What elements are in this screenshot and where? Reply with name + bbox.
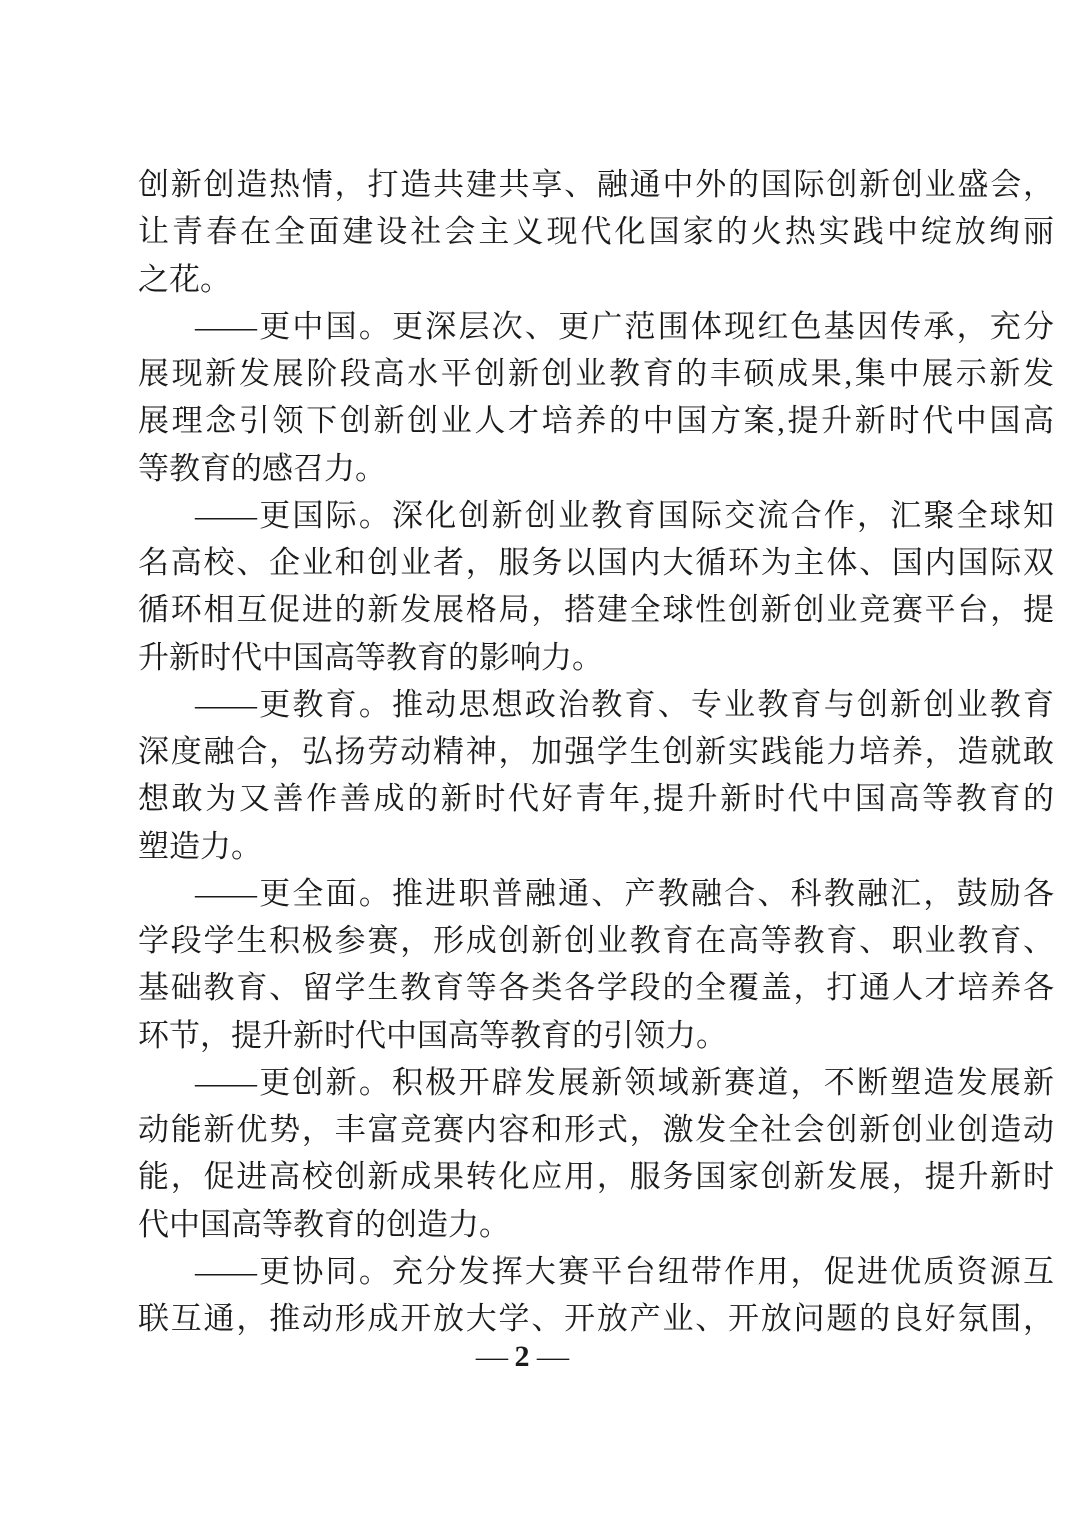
text-line: ——更协同。充分发挥大赛平台纽带作用，促进优质资源互	[195, 1253, 1054, 1289]
text-line: ——更全面。推进职普融通、产教融合、科教融汇，鼓励各	[195, 875, 1054, 911]
text-line: 循环相互促进的新发展格局，搭建全球性创新创业竞赛平台，提	[138, 592, 1054, 628]
text-line: 塑造力。	[138, 828, 262, 864]
text-line: 让青春在全面建设社会主义现代化国家的火热实践中绽放绚丽	[138, 214, 1054, 250]
text-line: 名高校、企业和创业者，服务以国内大循环为主体、国内国际双	[138, 545, 1054, 580]
text-line: 能，促进高校创新成果转化应用，服务国家创新发展，提升新时	[138, 1159, 1054, 1195]
footer-dash-left: —	[475, 1342, 508, 1373]
text-line: 想敢为又善作善成的新时代好青年,提升新时代中国高等教育的	[138, 781, 1054, 817]
text-line: 展现新发展阶段高水平创新创业教育的丰硕成果,集中展示新发	[138, 356, 1054, 391]
text-line: 创新创造热情，打造共建共享、融通中外的国际创新创业盛会，	[138, 167, 1054, 202]
page-footer	[0, 1340, 1044, 1374]
text-line: ——更创新。积极开辟发展新领域新赛道，不断塑造发展新	[195, 1064, 1054, 1100]
text-line: ——更国际。深化创新创业教育国际交流合作，汇聚全球知	[195, 497, 1054, 533]
text-line: 升新时代中国高等教育的影响力。	[138, 639, 603, 675]
text-line: 之花。	[138, 261, 231, 297]
text-line: 联互通，推动形成开放大学、开放产业、开放问题的良好氛围，	[138, 1301, 1054, 1336]
text-line: 深度融合，弘扬劳动精神，加强学生创新实践能力培养，造就敢	[138, 734, 1054, 769]
footer-dash-right: —	[536, 1342, 569, 1373]
page-number: 2	[514, 1340, 530, 1373]
text-line: 学段学生积极参赛，形成创新创业教育在高等教育、职业教育、	[138, 923, 1054, 958]
text-line: 环节，提升新时代中国高等教育的引领力。	[138, 1017, 727, 1053]
text-line: 展理念引领下创新创业人才培养的中国方案,提升新时代中国高	[138, 403, 1054, 439]
document-body	[138, 161, 1054, 1342]
text-line: ——更教育。推动思想政治教育、专业教育与创新创业教育	[195, 686, 1054, 722]
text-line: 等教育的感召力。	[138, 450, 386, 486]
text-line: 动能新优势，丰富竞赛内容和形式，激发全社会创新创业创造动	[138, 1112, 1054, 1147]
text-line: 代中国高等教育的创造力。	[138, 1206, 510, 1242]
text-line: ——更中国。更深层次、更广范围体现红色基因传承，充分	[195, 308, 1054, 344]
text-line: 基础教育、留学生教育等各类各学段的全覆盖，打通人才培养各	[138, 970, 1054, 1006]
